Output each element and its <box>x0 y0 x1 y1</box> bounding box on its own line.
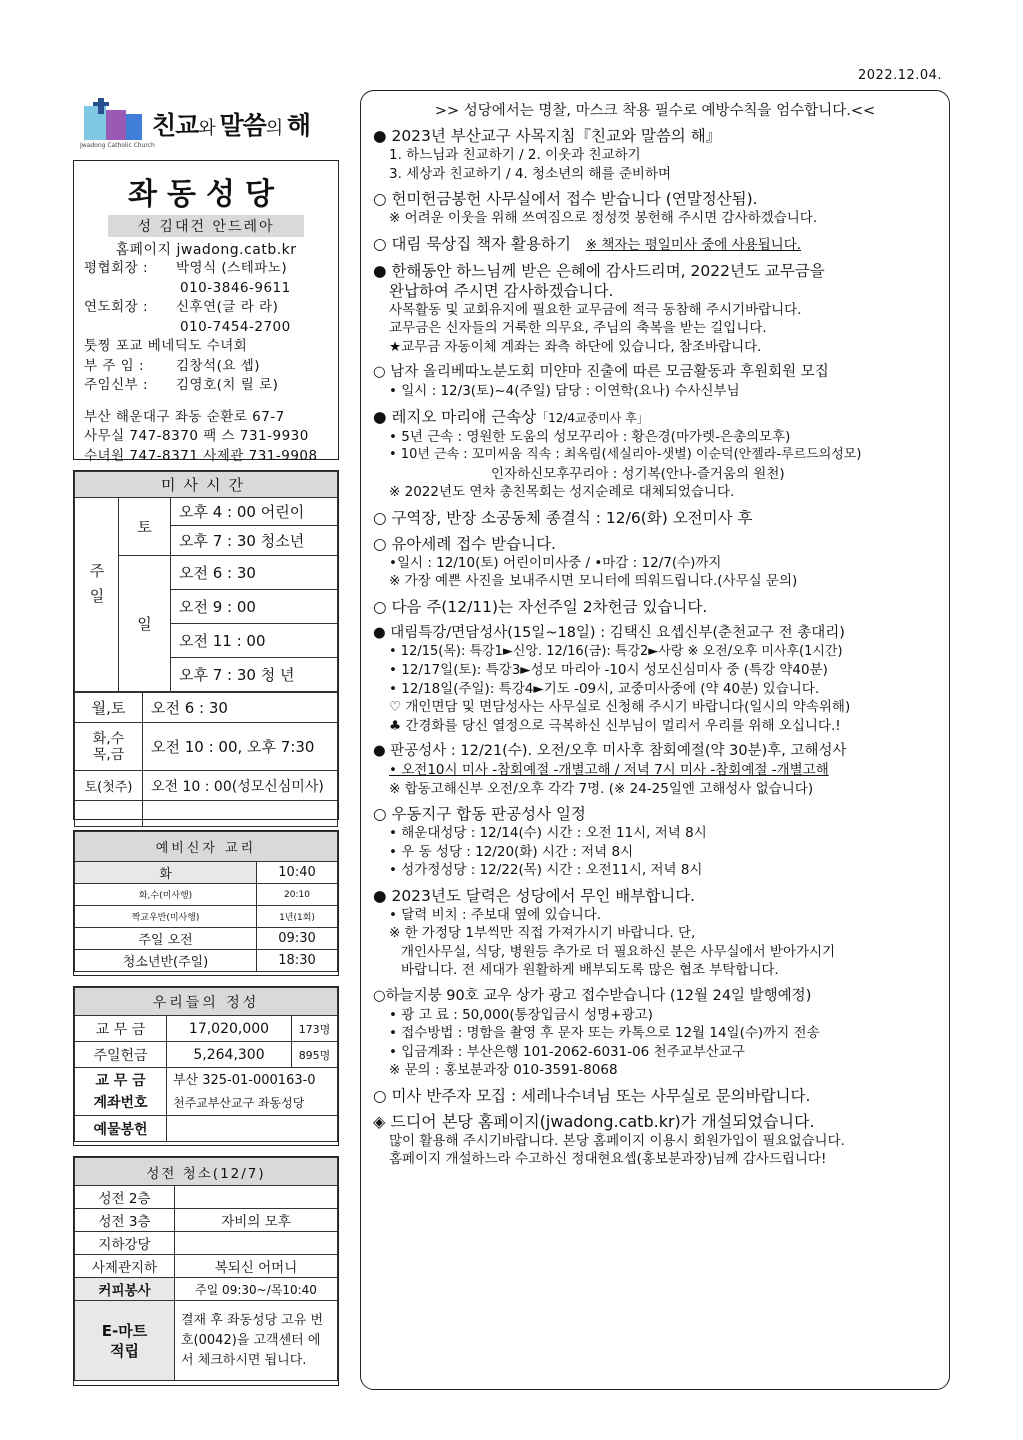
bulletin-date: 2022.12.04. <box>858 68 943 83</box>
phone: 010-7454-2700 <box>180 318 291 335</box>
sat-label: 토 <box>119 498 171 556</box>
notice-item: ○ 미사 반주자 모집 : 세레나수녀님 또는 사무실로 문의바랍니다. <box>373 1086 811 1105</box>
logo <box>80 98 342 150</box>
church-name: 좌동성당 <box>128 177 284 212</box>
convent-phone: 수녀원 747-8371 사제관 731-9908 <box>84 447 318 464</box>
catechism-table: 예비신자 교리 화 10:40 화,수(미사행) 20:10 짝교우반(미사행) 1년(1회) 주일 오전 09:30 청소년반(주일) 18:30 <box>73 830 339 976</box>
notice-item: ○ 남자 올리베따노분도회 미얀마 진출에 따른 모금활동과 후원회원 모집 • 일시 : 12/3(토)~4(주일) 담당 : 이연학(요나) 수사신부님 <box>373 364 829 399</box>
nun-order: 툿찡 포교 베네딕도 수녀회 <box>84 338 248 354</box>
office-phone: 사무실 747-8370 팩 스 731-9930 <box>84 428 309 444</box>
notice-item: ● 레지오 마리애 근속상「12/4교중미사 후」 • 5년 근속 : 영원한 도움의 성모꾸리아 : 황은경(마가렛-은총의모후) • 10년 근속 : 꼬미씨움 직속 : 최옥림(세실리아-샛별) 이순덕(안젤라-루르드의성모) 인자하신모후꾸리아 : 성기복(안나-즐거움의 원천) ※ 2022년도 연차 총친목회는 성지순례로 대체되었습니다. <box>373 407 862 500</box>
phone: 010-3846-9611 <box>180 279 291 296</box>
notice-board <box>360 90 950 1390</box>
notice-item: ○ 구역장, 반장 소공동체 종결식 : 12/6(화) 오전미사 후 <box>373 508 753 527</box>
notice-item: ● 2023년 부산교구 사목지침『친교와 말씀의 해』 1. 하느님과 친교하기 / 2. 이웃과 친교하기 3. 세상과 친교하기 / 4. 청소년의 해를 준비하며 <box>373 127 722 182</box>
homepage: 홈페이지 jwadong.catb.kr <box>115 242 297 258</box>
church-info-box: 좌동성당 성 김대건 안드레아 홈페이지 jwadong.catb.kr 평협회장 : 박영식 (스테파노) 010-3846-9611 연도회장 : 신후연(글 라 라) 010-7454-2700 툿찡 포교 베네딕도 수녀회 부 주 임 : 김창석(요 셉) 주임신부 : 김영호(치 릴 로) 부산 해운대구 좌동 순환로 67-7 사무실 747-8370 팩 스 731-9930 수녀원 747-8371 사제관 731-9908 <box>73 160 339 460</box>
notice-item: ● 대림특강/면담성사(15일~18일) : 김택신 요셉신부(춘천교구 전 총대리) • 12/15(목): 특강1►신앙. 12/16(금): 특강2►사랑 ※ 오전/오후 미사후(1시간) • 12/17일(토): 특강3►성모 마리아 -10시 성모신심미사 중 (특강 약40분) • 12/18일(주일): 특강4►기도 -09시, 교중미사중에 (약 40분) 있습니다. ♡ 개인면담 및 면담성사는 사무실로 신청해 주시기 바랍니다(일시의 약속위해) ♣ 간경화를 당신 열정으로 극복하신 신부님이 멀리서 우리를 위해 오십니다.! <box>373 624 851 734</box>
patron-saint: 성 김대건 안드레아 <box>108 215 304 237</box>
logo-title: 친교와 말씀의 해 <box>152 111 311 140</box>
mass-schedule: 미사시간 주일 토 오후 4 : 00 어린이 오후 7 : 30 청소년 일 오전 6 : 30 오전 9 : 00 오전 11 : 00 오후 7 : 30 청 년 월,토 오전 6 : 30 화,수 목,금 오전 10 : 00, 오후 7:30 토(첫주) 오전 10 : 00(성모신심미사) <box>73 470 339 820</box>
notice-item: ○ 헌미헌금봉헌 사무실에서 접수 받습니다 (연말정산됨). ※ 어려운 이웃을 위해 쓰여짐으로 정성껏 봉헌해 주시면 감사하겠습니다. <box>373 190 818 226</box>
logo-subtitle: Jwadong Catholic Church <box>80 142 155 149</box>
offering-table: 우리들의 정성 교 무 금 17,020,000 173명 주일헌금 5,264,300 895명 교 무 금 계좌번호 부산 325-01-000163-0 천주교부산교구 좌동성당 예물봉헌 <box>73 986 339 1146</box>
safety-notice: >> 성당에서는 명찰, 마스크 착용 필수로 예방수칙을 엄수합니다.<< <box>434 103 876 119</box>
notice-item: ○ 우동지구 합동 판공성사 일정 • 해운대성당 : 12/14(수) 시간 : 오전 11시, 저녁 8시 • 우 동 성당 : 12/20(화) 시간 : 저녁 8시 • 성가정성당 : 12/22(목) 시간 : 오전11시, 저녁 8시 <box>373 805 707 878</box>
church-emblem-icon <box>80 98 146 144</box>
notice-item: ○ 대림 묵상집 책자 활용하기 ※ 책자는 평일미사 중에 사용됩니다. <box>373 234 802 253</box>
notice-item: ◈ 드디어 본당 홈페이지(jwadong.catb.kr)가 개설되었습니다. 많이 활용해 주시기바랍니다. 본당 홈페이지 이용시 회원가입이 필요없습니다. 홈페이지 개설하느라 수고하신 정대현요셉(홍보분과장)님께 감사드립니다! <box>373 1111 845 1167</box>
address: 부산 해운대구 좌동 순환로 67-7 <box>84 408 285 425</box>
notice-item: ○ 다음 주(12/11)는 자선주일 2차헌금 있습니다. <box>373 597 708 616</box>
cleaning-table: 성전 청소(12/7) 성전 2층 성전 3층 자비의 모후 지하강당 사제관지하 복되신 어머니 커피봉사 주일 09:30~/목10:40 E-마트 적립 결재 후 좌동성당 고유 번호(0042)을 고객센터 에서 체크하시면 됩니다. <box>73 1156 339 1386</box>
notice-item: ● 판공성사 : 12/21(수). 오전/오후 미사후 참회예절(약 30분)후, 고해성사 • 오전10시 미사 -참회예절 -개별고해 / 저녁 7시 미사 -참회예절 -개별고해 ※ 합동고해신부 오전/오후 각각 7명. (※ 24-25일엔 고해성사 없습니다) <box>373 743 847 797</box>
notice-item: ○하늘지붕 90호 교우 상가 광고 접수받습니다 (12월 24일 발행예정) • 광 고 료 : 50,000(통장입금시 성명+광고) • 접수방법 : 명함을 촬영 후 문자 또는 카톡으로 12월 14일(수)까지 전송 • 입금계좌 : 부산은행 101-2062-6031-06 천주교부산교구 ※ 문의 : 홍보분과장 010-3591-8068 <box>373 987 820 1078</box>
notice-item: ● 한해동안 하느님께 받은 은혜에 감사드리며, 2022년도 교무금을 완납하여 주시면 감사하겠습니다. 사목활동 및 교회유지에 필요한 교무금에 적극 동참해 주시기바랍니다. 교무금은 신자들의 거룩한 의무요, 주님의 축복을 받는 길입니다. ★교무금 자동이체 계좌는 좌측 하단에 있습니다, 참조바랍니다. <box>373 261 825 355</box>
mass-title: 미사시간 <box>75 472 338 498</box>
sun-label: 일 <box>119 556 171 692</box>
notice-item: ● 2023년도 달력은 성당에서 무인 배부합니다. • 달력 비치 : 주보대 옆에 있습니다. ※ 한 가정당 1부씩만 직접 가져가시기 바랍니다. 단, 개인사무실, 식당, 병원등 추가로 더 필요하신 분은 사무실에서 받아가시기 바랍니다. 전 세대가 원활하게 배부되도록 많은 협조 부탁합니다. <box>373 886 836 978</box>
sunday-label: 주일 <box>75 498 119 692</box>
notice-item: ○ 유아세례 접수 받습니다. •일시 : 12/10(토) 어린이미사중 / •마감 : 12/7(수)까지 ※ 가장 예쁜 사진을 보내주시면 모니터에 띄워드립니다.(사무실 문의) <box>373 534 798 589</box>
